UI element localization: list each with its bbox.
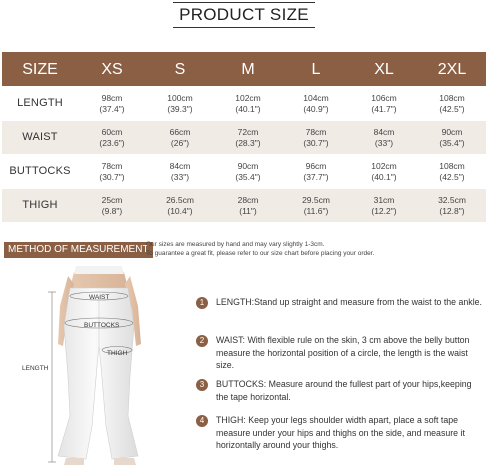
- table-cell: [350, 93, 418, 115]
- table-cell: [282, 195, 350, 217]
- table-cell: [282, 127, 350, 149]
- cm-value: 102cm: [235, 92, 261, 103]
- table-cell: [418, 195, 486, 217]
- cm-value: 32.5cm: [438, 194, 466, 205]
- table-cell: [214, 161, 282, 183]
- step-text: BUTTOCKS: Measure around the fullest part of your hips,keeping the tape horizontal.: [216, 379, 472, 402]
- inch-value: (10.4"): [167, 205, 193, 216]
- step-text: THIGH: Keep your legs shoulder width apart, place a soft tape measure under your hips and thighs on the side, and measure it horizontally around your thighs.: [216, 415, 465, 450]
- table-cell: [214, 195, 282, 217]
- inch-value: (40.1"): [235, 103, 261, 114]
- length-figure-label: LENGTH: [22, 365, 49, 372]
- step-text: LENGTH:Stand up straight and measure from the waist to the ankle.: [216, 297, 482, 307]
- table-cell: [350, 161, 418, 183]
- cm-value: 25cm: [101, 194, 123, 205]
- table-cell: [78, 93, 146, 115]
- table-cell: [418, 161, 486, 183]
- size-table-header: [2, 52, 486, 86]
- inch-value: (9.8"): [101, 205, 123, 216]
- table-cell: [146, 127, 214, 149]
- inch-value: (28.3"): [235, 137, 261, 148]
- cm-value: 60cm: [101, 126, 123, 137]
- cm-value: 72cm: [237, 126, 259, 137]
- cm-value: 78cm: [305, 126, 327, 137]
- cm-value: 100cm: [167, 92, 193, 103]
- inch-value: (37.7"): [303, 171, 329, 182]
- table-cell: [282, 93, 350, 115]
- cm-value: 29.5cm: [302, 194, 330, 205]
- row-label: BUTTOCKS: [9, 165, 71, 177]
- table-cell: [78, 127, 146, 149]
- table-cell: [78, 195, 146, 217]
- header-cell: 2XL: [437, 60, 467, 78]
- cm-value: 96cm: [305, 160, 327, 171]
- cm-value: 90cm: [237, 160, 259, 171]
- inch-value: (30.7"): [303, 137, 329, 148]
- table-cell: [350, 195, 418, 217]
- table-cell: [418, 93, 486, 115]
- table-cell: [146, 195, 214, 217]
- page-title: PRODUCT SIZE: [173, 2, 315, 28]
- step-number-badge: 3: [196, 379, 208, 391]
- note-line: To guarantee a great fit, please refer to our size chart before placing your order.: [146, 249, 375, 257]
- waist-figure-label: WAIST: [89, 294, 110, 301]
- inch-value: (39.3"): [167, 103, 193, 114]
- inch-value: (23.6"): [99, 137, 125, 148]
- header-cell: L: [311, 60, 321, 78]
- cm-value: 108cm: [439, 160, 465, 171]
- table-cell: [350, 127, 418, 149]
- inch-value: (42.5"): [439, 171, 465, 182]
- step-item: [196, 296, 486, 309]
- header-cell: M: [241, 60, 255, 78]
- cm-value: 28cm: [237, 194, 259, 205]
- table-row: [2, 87, 486, 120]
- step-item: [196, 334, 486, 372]
- cm-value: 78cm: [101, 160, 123, 171]
- cm-value: 104cm: [303, 92, 329, 103]
- row-label: THIGH: [22, 199, 58, 211]
- cm-value: 102cm: [371, 160, 397, 171]
- cm-value: 98cm: [101, 92, 123, 103]
- inch-value: (40.9"): [303, 103, 329, 114]
- step-text: WAIST: With flexible rule on the skin, 3 cm above the belly button measure the horizontal position of a circle, the length is the waist size.: [216, 335, 470, 370]
- table-cell: [282, 161, 350, 183]
- size-table: [2, 52, 486, 222]
- inch-value: (41.7"): [371, 103, 397, 114]
- table-cell: [214, 93, 282, 115]
- buttocks-figure-label: BUTTOCKS: [84, 322, 120, 329]
- step-item: [196, 414, 486, 452]
- cm-value: 106cm: [371, 92, 397, 103]
- header-cell: SIZE: [22, 60, 58, 78]
- step-number-badge: 4: [196, 415, 208, 427]
- inch-value: (30.7"): [99, 171, 125, 182]
- table-row: [2, 121, 486, 154]
- inch-value: (40.1"): [371, 171, 397, 182]
- inch-value: (37.4"): [99, 103, 125, 114]
- inch-value: (26"): [170, 137, 190, 148]
- inch-value: (11.6"): [303, 205, 329, 216]
- inch-value: (35.4"): [235, 171, 261, 182]
- step-number-badge: 1: [196, 297, 208, 309]
- step-number-badge: 2: [196, 335, 208, 347]
- inch-value: (12.2"): [371, 205, 397, 216]
- measurement-note: [146, 241, 374, 258]
- cm-value: 66cm: [169, 126, 191, 137]
- row-label: LENGTH: [17, 97, 63, 109]
- inch-value: (42.5"): [439, 103, 465, 114]
- inch-value: (12.8"): [439, 205, 465, 216]
- inch-value: (11"): [239, 205, 257, 216]
- cm-value: 31cm: [373, 194, 395, 205]
- cm-value: 108cm: [439, 92, 465, 103]
- table-cell: [214, 127, 282, 149]
- table-cell: [146, 93, 214, 115]
- header-cell: XL: [374, 60, 394, 78]
- cm-value: 84cm: [373, 126, 395, 137]
- table-cell: [418, 127, 486, 149]
- cm-value: 90cm: [441, 126, 463, 137]
- inch-value: (35.4"): [439, 137, 465, 148]
- cm-value: 84cm: [169, 160, 191, 171]
- header-cell: XS: [101, 60, 123, 78]
- thigh-figure-label: THIGH: [107, 350, 128, 357]
- method-of-measurement-banner: METHOD OF MEASUREMENT: [4, 242, 153, 258]
- table-cell: [78, 161, 146, 183]
- cm-value: 26.5cm: [166, 194, 194, 205]
- note-line: Our sizes are measured by hand and may vary slightly 1-3cm.: [146, 241, 325, 248]
- row-label: WAIST: [22, 131, 58, 143]
- inch-value: (33"): [374, 137, 394, 148]
- header-cell: S: [174, 60, 186, 78]
- table-cell: [146, 161, 214, 183]
- table-row: [2, 155, 486, 188]
- inch-value: (33"): [170, 171, 190, 182]
- step-item: [196, 378, 486, 403]
- table-row: [2, 189, 486, 222]
- title-wrapper: [0, 2, 488, 28]
